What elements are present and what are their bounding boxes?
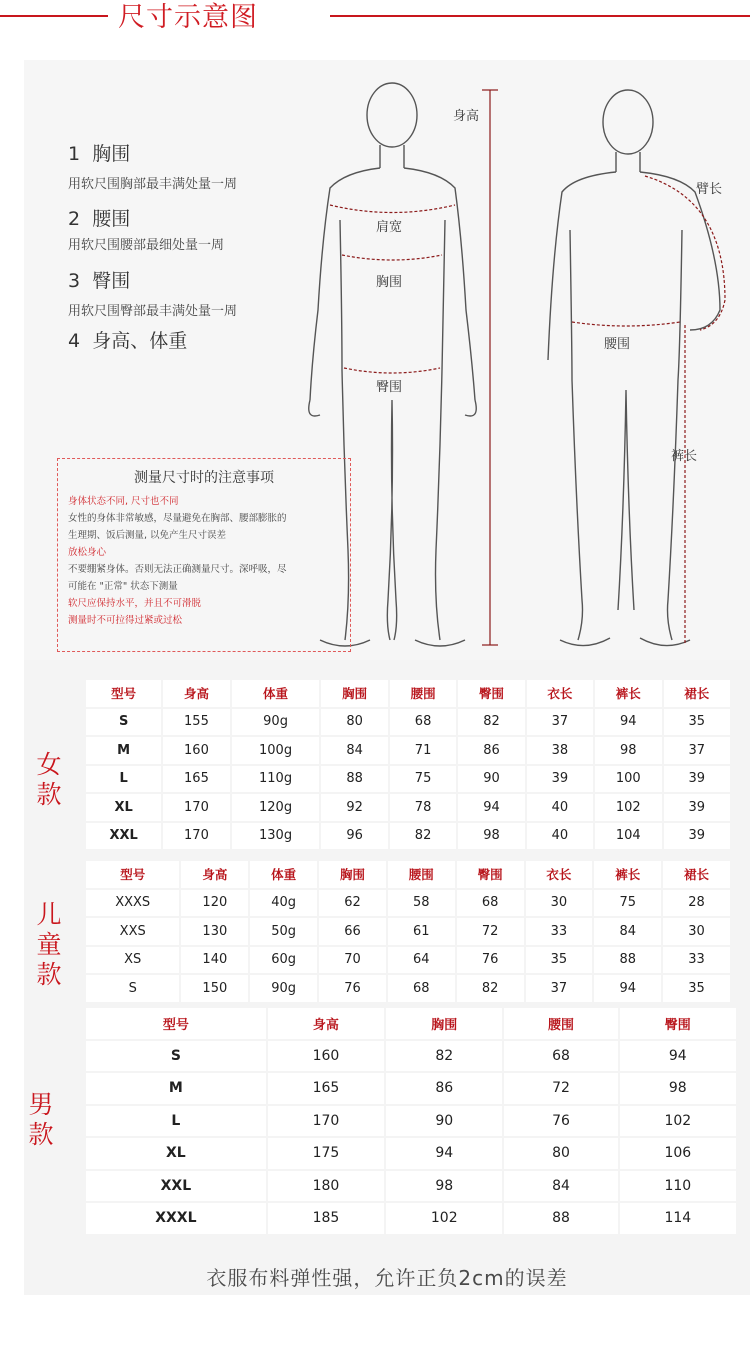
table-cell: 35	[663, 975, 730, 1002]
table-cell: 98	[620, 1073, 736, 1104]
body-figure-illustration	[300, 80, 750, 660]
note-line: 身体状态不同, 尺寸也不同	[68, 496, 179, 507]
table-cell: 175	[268, 1138, 384, 1169]
label-arm: 臂长	[696, 182, 723, 197]
item-3-desc: 用软尺围臀部最丰满处量一周	[68, 304, 238, 319]
table-cell: 58	[388, 890, 455, 917]
table-cell: 185	[268, 1203, 384, 1234]
note-line: 放松身心	[68, 547, 107, 558]
table-cell: 84	[504, 1171, 617, 1202]
table-cell: 82	[457, 975, 524, 1002]
table-cell: 98	[386, 1171, 502, 1202]
table-row	[86, 766, 730, 793]
header-cell: 身高	[181, 861, 248, 888]
table-cell: 160	[163, 737, 229, 764]
header-cell: 裤长	[595, 680, 661, 707]
item-4-title: 4 身高、体重	[68, 330, 188, 352]
size-cell: L	[86, 1106, 266, 1137]
size-cell: S	[86, 1041, 266, 1072]
table-cell: 104	[595, 823, 661, 850]
table-cell: 100	[595, 766, 661, 793]
header-rule-right	[330, 15, 750, 17]
table-row	[86, 709, 730, 736]
item-1-title: 1 胸围	[68, 143, 131, 165]
table-row	[86, 737, 730, 764]
table-header-row	[86, 1008, 736, 1039]
table-cell: 68	[457, 890, 524, 917]
table-cell: 170	[163, 823, 229, 850]
table-row	[86, 890, 730, 917]
table-cell: 86	[386, 1073, 502, 1104]
table-cell: 92	[321, 794, 387, 821]
header-cell: 腰围	[504, 1008, 617, 1039]
table-cell: 82	[386, 1041, 502, 1072]
table-cell: 110g	[232, 766, 320, 793]
size-cell: XXXS	[86, 890, 179, 917]
notes-box	[57, 458, 351, 652]
table-cell: 94	[386, 1138, 502, 1169]
table-row	[86, 947, 730, 974]
table-cell: 39	[527, 766, 593, 793]
table-cell: 30	[526, 890, 593, 917]
table-cell: 40	[527, 794, 593, 821]
table-cell: 165	[163, 766, 229, 793]
header-cell: 臀围	[458, 680, 524, 707]
table-row	[86, 1203, 736, 1234]
table-cell: 98	[595, 737, 661, 764]
header-cell: 胸围	[386, 1008, 502, 1039]
table-cell: 75	[390, 766, 456, 793]
table-cell: 90g	[250, 975, 317, 1002]
table-cell: 180	[268, 1171, 384, 1202]
table-header-row	[86, 861, 730, 888]
table-row	[86, 1138, 736, 1169]
table-cell: 28	[663, 890, 730, 917]
header-cell: 胸围	[319, 861, 386, 888]
item-3-title: 3 臀围	[68, 270, 131, 292]
header-cell: 型号	[86, 861, 179, 888]
table-cell: 82	[390, 823, 456, 850]
table-cell: 88	[321, 766, 387, 793]
header-cell: 身高	[268, 1008, 384, 1039]
table-cell: 110	[620, 1171, 736, 1202]
table-cell: 37	[527, 709, 593, 736]
header-cell: 衣长	[527, 680, 593, 707]
table-cell: 39	[664, 823, 731, 850]
table-cell: 130	[181, 918, 248, 945]
table-cell: 94	[620, 1041, 736, 1072]
table-cell: 68	[504, 1041, 617, 1072]
table-cell: 102	[620, 1106, 736, 1137]
table-cell: 39	[664, 766, 731, 793]
item-2-title: 2 腰围	[68, 208, 131, 230]
header-cell: 腰围	[388, 861, 455, 888]
table-cell: 38	[527, 737, 593, 764]
table-cell: 80	[321, 709, 387, 736]
table-cell: 30	[663, 918, 730, 945]
header-cell: 型号	[86, 680, 161, 707]
table-cell: 62	[319, 890, 386, 917]
note-line: 可能在 "正常" 状态下测量	[68, 581, 178, 592]
table-cell: 150	[181, 975, 248, 1002]
table-cell: 84	[321, 737, 387, 764]
table-cell: 71	[390, 737, 456, 764]
page-title: 尺寸示意图	[118, 2, 258, 33]
men-section-label: 男 款	[28, 1090, 54, 1149]
table-cell: 94	[595, 709, 661, 736]
table-cell: 72	[457, 918, 524, 945]
table-cell: 40g	[250, 890, 317, 917]
item-1-desc: 用软尺围胸部最丰满处量一周	[68, 177, 238, 192]
label-shoulder: 肩宽	[376, 220, 403, 235]
table-cell: 86	[458, 737, 524, 764]
table-cell: 60g	[250, 947, 317, 974]
table-cell: 50g	[250, 918, 317, 945]
header-cell: 裙长	[664, 680, 731, 707]
table-cell: 90	[386, 1106, 502, 1137]
item-2-desc: 用软尺围腰部最细处量一周	[68, 238, 225, 253]
table-cell: 155	[163, 709, 229, 736]
label-chest: 胸围	[376, 275, 403, 290]
table-row	[86, 1073, 736, 1104]
table-cell: 33	[526, 918, 593, 945]
header-cell: 身高	[163, 680, 229, 707]
size-cell: S	[86, 975, 179, 1002]
table-cell: 61	[388, 918, 455, 945]
table-row	[86, 823, 730, 850]
table-cell: 37	[664, 737, 731, 764]
size-cell: M	[86, 1073, 266, 1104]
women-section-label: 女 款	[36, 750, 62, 809]
table-row	[86, 794, 730, 821]
table-cell: 88	[594, 947, 661, 974]
size-cell: M	[86, 737, 161, 764]
size-cell: XL	[86, 1138, 266, 1169]
table-cell: 170	[268, 1106, 384, 1137]
size-cell: S	[86, 709, 161, 736]
table-cell: 40	[527, 823, 593, 850]
note-line: 软尺应保持水平，并且不可滑脱	[68, 598, 202, 609]
table-header-row	[86, 680, 730, 707]
women-size-table	[84, 678, 732, 851]
table-row	[86, 1106, 736, 1137]
header-cell: 体重	[250, 861, 317, 888]
label-waist: 腰围	[604, 337, 631, 352]
table-cell: 170	[163, 794, 229, 821]
table-cell: 76	[319, 975, 386, 1002]
header-cell: 臀围	[457, 861, 524, 888]
table-cell: 80	[504, 1138, 617, 1169]
table-cell: 75	[594, 890, 661, 917]
size-cell: XXXL	[86, 1203, 266, 1234]
table-cell: 94	[594, 975, 661, 1002]
header-rule-left	[0, 15, 108, 17]
table-row	[86, 975, 730, 1002]
table-cell: 82	[458, 709, 524, 736]
size-cell: XXL	[86, 1171, 266, 1202]
table-row	[86, 1041, 736, 1072]
tolerance-note: 衣服布料弹性强，允许正负2cm的误差	[206, 1266, 568, 1290]
header-cell: 型号	[86, 1008, 266, 1039]
note-line: 生理期、饭后测量, 以免产生尺寸误差	[68, 530, 227, 541]
note-line: 不要绷紧身体。否则无法正确测量尺寸。深呼吸，尽	[68, 564, 287, 575]
kids-section-label: 儿 童 款	[36, 900, 62, 989]
kids-size-table	[84, 859, 732, 1004]
table-cell: 100g	[232, 737, 320, 764]
men-size-table	[84, 1006, 738, 1236]
table-cell: 66	[319, 918, 386, 945]
table-cell: 165	[268, 1073, 384, 1104]
table-cell: 88	[504, 1203, 617, 1234]
size-cell: XXS	[86, 918, 179, 945]
table-cell: 76	[504, 1106, 617, 1137]
header-cell: 体重	[232, 680, 320, 707]
table-cell: 39	[664, 794, 731, 821]
size-cell: XL	[86, 794, 161, 821]
table-cell: 102	[386, 1203, 502, 1234]
table-cell: 102	[595, 794, 661, 821]
table-cell: 130g	[232, 823, 320, 850]
header-cell: 裤长	[594, 861, 661, 888]
table-cell: 160	[268, 1041, 384, 1072]
label-pants: 裤长	[671, 449, 698, 464]
table-cell: 106	[620, 1138, 736, 1169]
table-cell: 78	[390, 794, 456, 821]
table-cell: 35	[664, 709, 731, 736]
table-row	[86, 918, 730, 945]
header-cell: 臀围	[620, 1008, 736, 1039]
header-cell: 衣长	[526, 861, 593, 888]
table-cell: 90	[458, 766, 524, 793]
table-cell: 98	[458, 823, 524, 850]
size-cell: L	[86, 766, 161, 793]
header-cell: 腰围	[390, 680, 456, 707]
table-cell: 33	[663, 947, 730, 974]
table-cell: 37	[526, 975, 593, 1002]
table-cell: 90g	[232, 709, 320, 736]
table-cell: 64	[388, 947, 455, 974]
label-height: 身高	[453, 109, 480, 124]
table-cell: 120g	[232, 794, 320, 821]
header-cell: 胸围	[321, 680, 387, 707]
table-cell: 70	[319, 947, 386, 974]
table-cell: 84	[594, 918, 661, 945]
note-line: 测量时不可拉得过紧或过松	[68, 615, 183, 626]
table-cell: 68	[390, 709, 456, 736]
size-cell: XXL	[86, 823, 161, 850]
table-cell: 94	[458, 794, 524, 821]
note-line: 女性的身体非常敏感，尽量避免在胸部、腰部膨胀的	[68, 513, 287, 524]
table-cell: 72	[504, 1073, 617, 1104]
table-cell: 140	[181, 947, 248, 974]
table-cell: 96	[321, 823, 387, 850]
notes-title: 测量尺寸时的注意事项	[134, 470, 274, 486]
table-cell: 76	[457, 947, 524, 974]
size-cell: XS	[86, 947, 179, 974]
table-cell: 120	[181, 890, 248, 917]
header-cell: 裙长	[663, 861, 730, 888]
table-cell: 68	[388, 975, 455, 1002]
table-row	[86, 1171, 736, 1202]
table-cell: 114	[620, 1203, 736, 1234]
table-cell: 35	[526, 947, 593, 974]
label-hip: 臀围	[376, 380, 403, 395]
